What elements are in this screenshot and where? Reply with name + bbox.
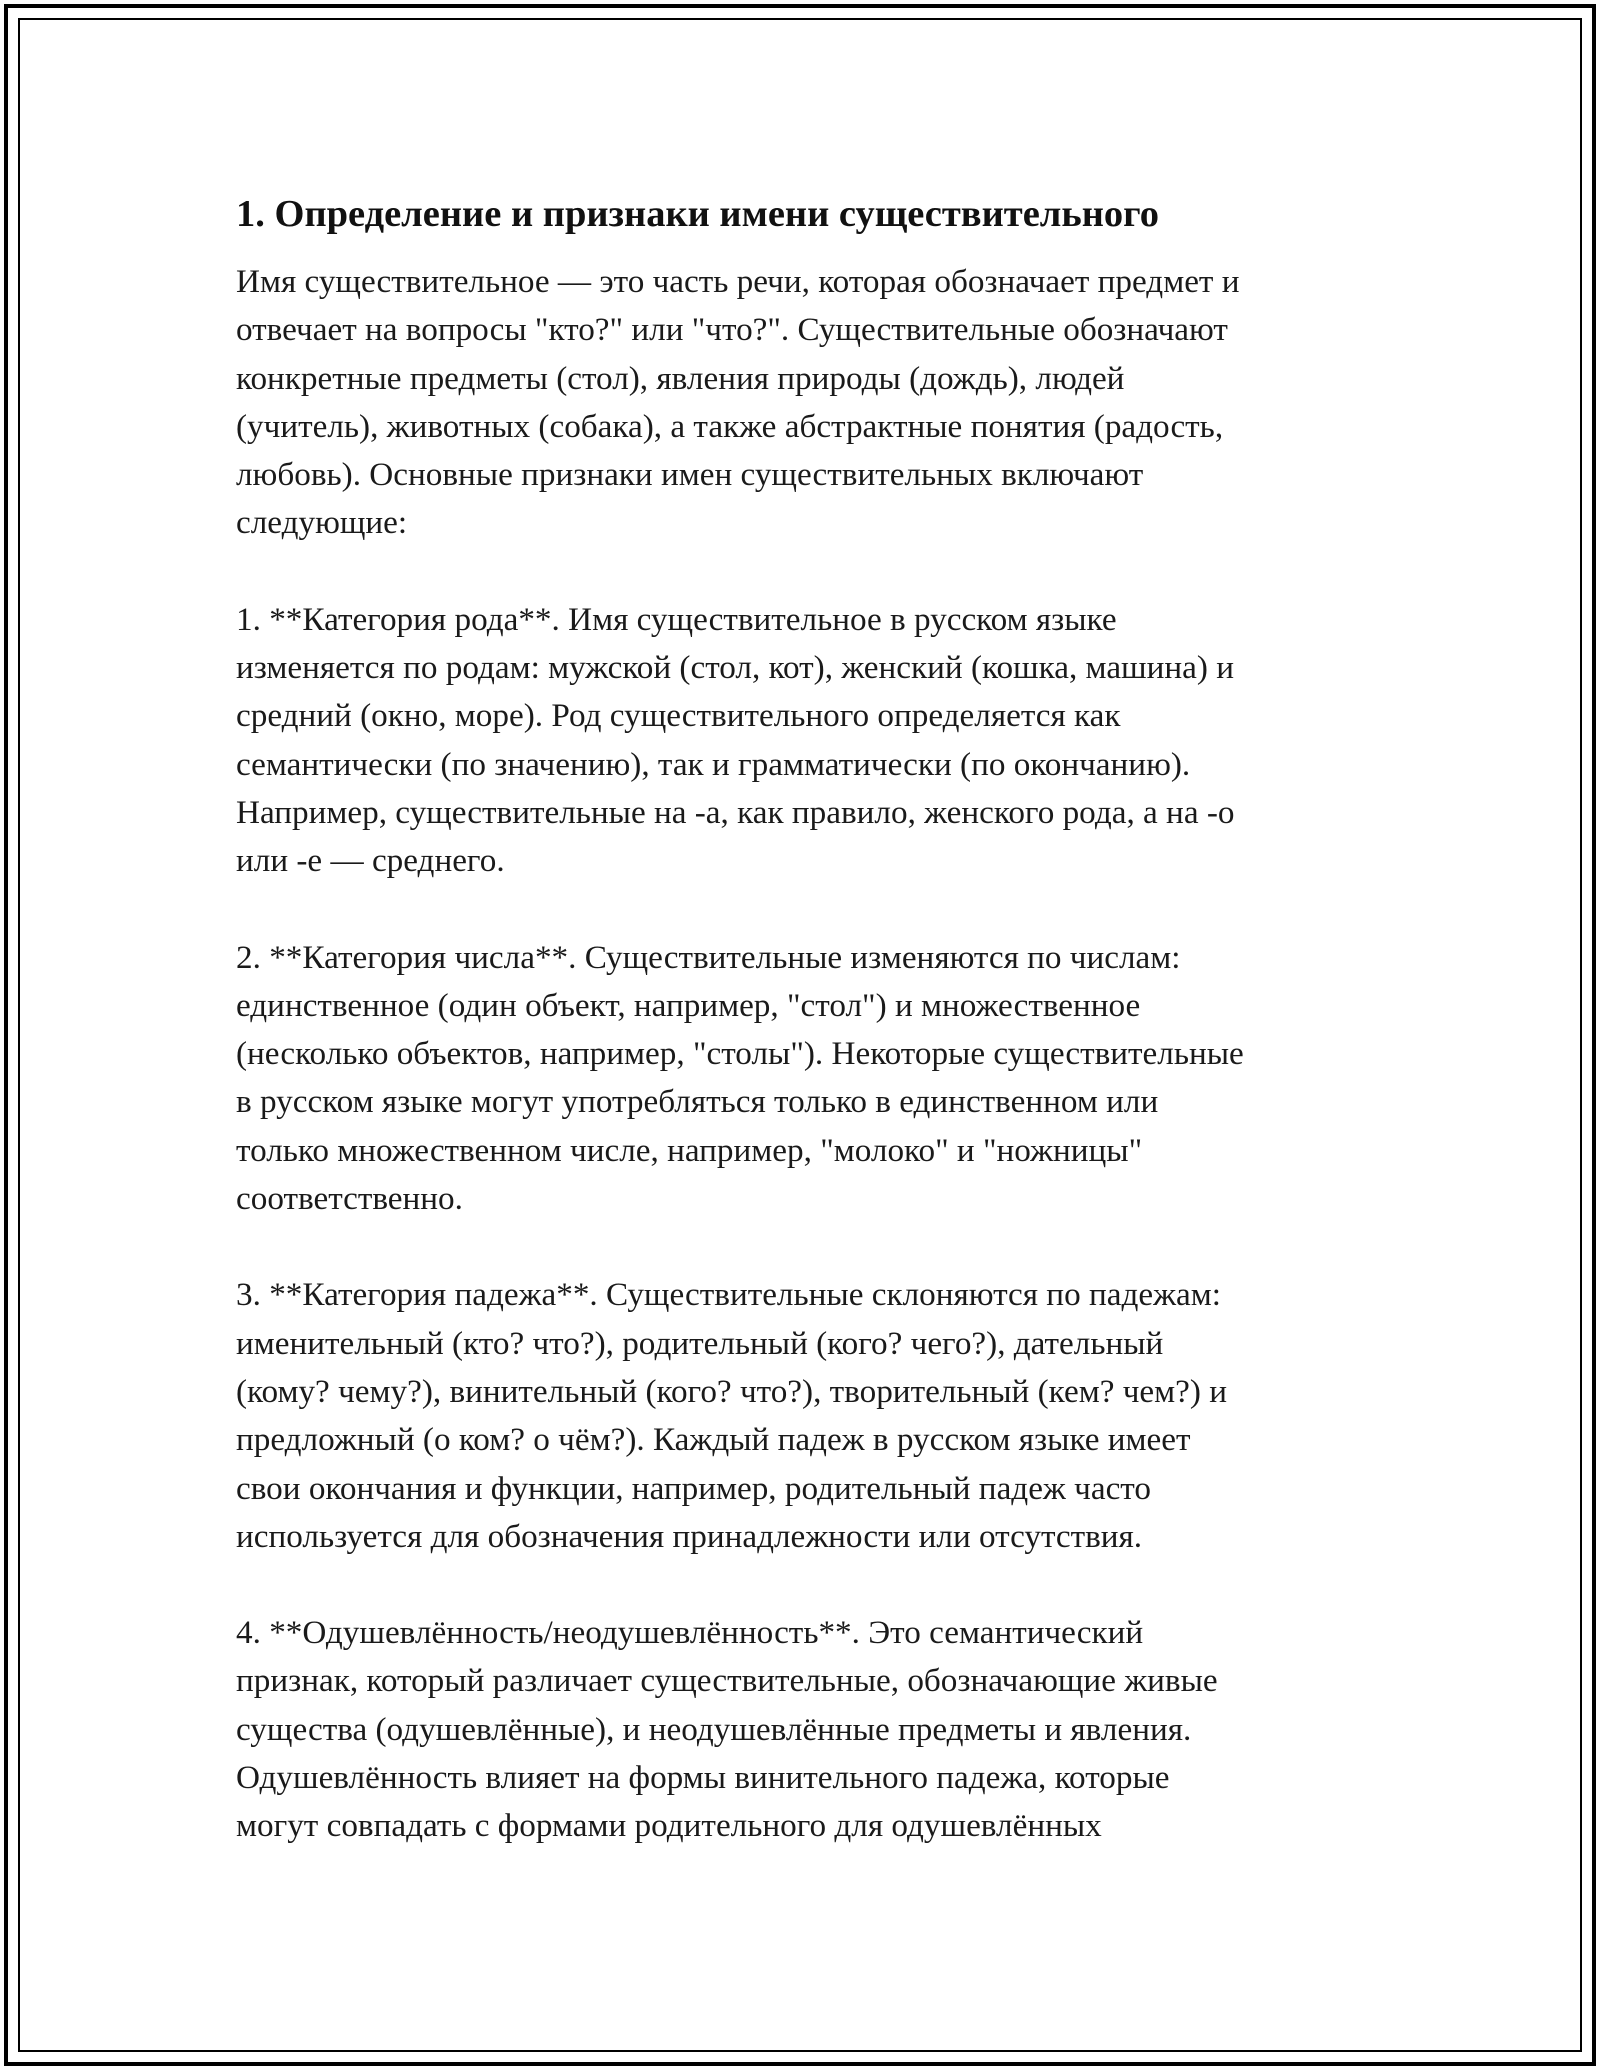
paragraph-number: 2. **Категория числа**. Существительные изменяются по числам: единственное (один объект, например, "стол") и множественное (несколько объектов, например, "столы"). Некоторые существительные в русском языке могут употребляться только в единственном или только множественном числе, например, "молоко" и "ножницы" соответственно. [236, 938, 1244, 1218]
paragraph-case: 3. **Категория падежа**. Существительные склоняются по падежам: именительный (кто? что?), родительный (кого? чего?), дательный (кому? чему?), винительный (кого? что?), творительный (кем? чем?) и предложный (о ком? о чём?). Каждый падеж в русском языке имеет свои окончания и функции, например, родительный падеж часто используется для обозначения принадлежности или отсутствия. [236, 1276, 1227, 1555]
paragraph-gender: 1. **Категория рода**. Имя существительное в русском языке изменяется по родам: мужской (стол, кот), женский (кошка, машина) и средний (окно, море). Род существительного определяется как семантически (по значению), так и грамматически (по окончанию). Например, существительные на -а, как правило, женского рода, а на -о или -е — среднего. [236, 600, 1235, 880]
paragraph-animacy: 4. **Одушевлённость/неодушевлённость**. Это семантический признак, который различает существительные, обозначающие живые существа (одушевлённые), и неодушевлённые предметы и явления. Одушевлённость влияет на формы винительного падежа, которые могут совпадать с формами родительного для одушевлённых [236, 1614, 1218, 1845]
document-body [236, 186, 1366, 1851]
intro-paragraph: Имя существительное — это часть речи, которая обозначает предмет и отвечает на вопросы "кто?" или "что?". Существительные обозначают конкретные предметы (стол), явления природы (дождь), людей (учитель), животных (собака), а также абстрактные понятия (радость, любовь). Основные признаки имен существительных включают следующие: [236, 263, 1240, 542]
section-heading: 1. Определение и признаки имени существительного [236, 193, 1159, 235]
